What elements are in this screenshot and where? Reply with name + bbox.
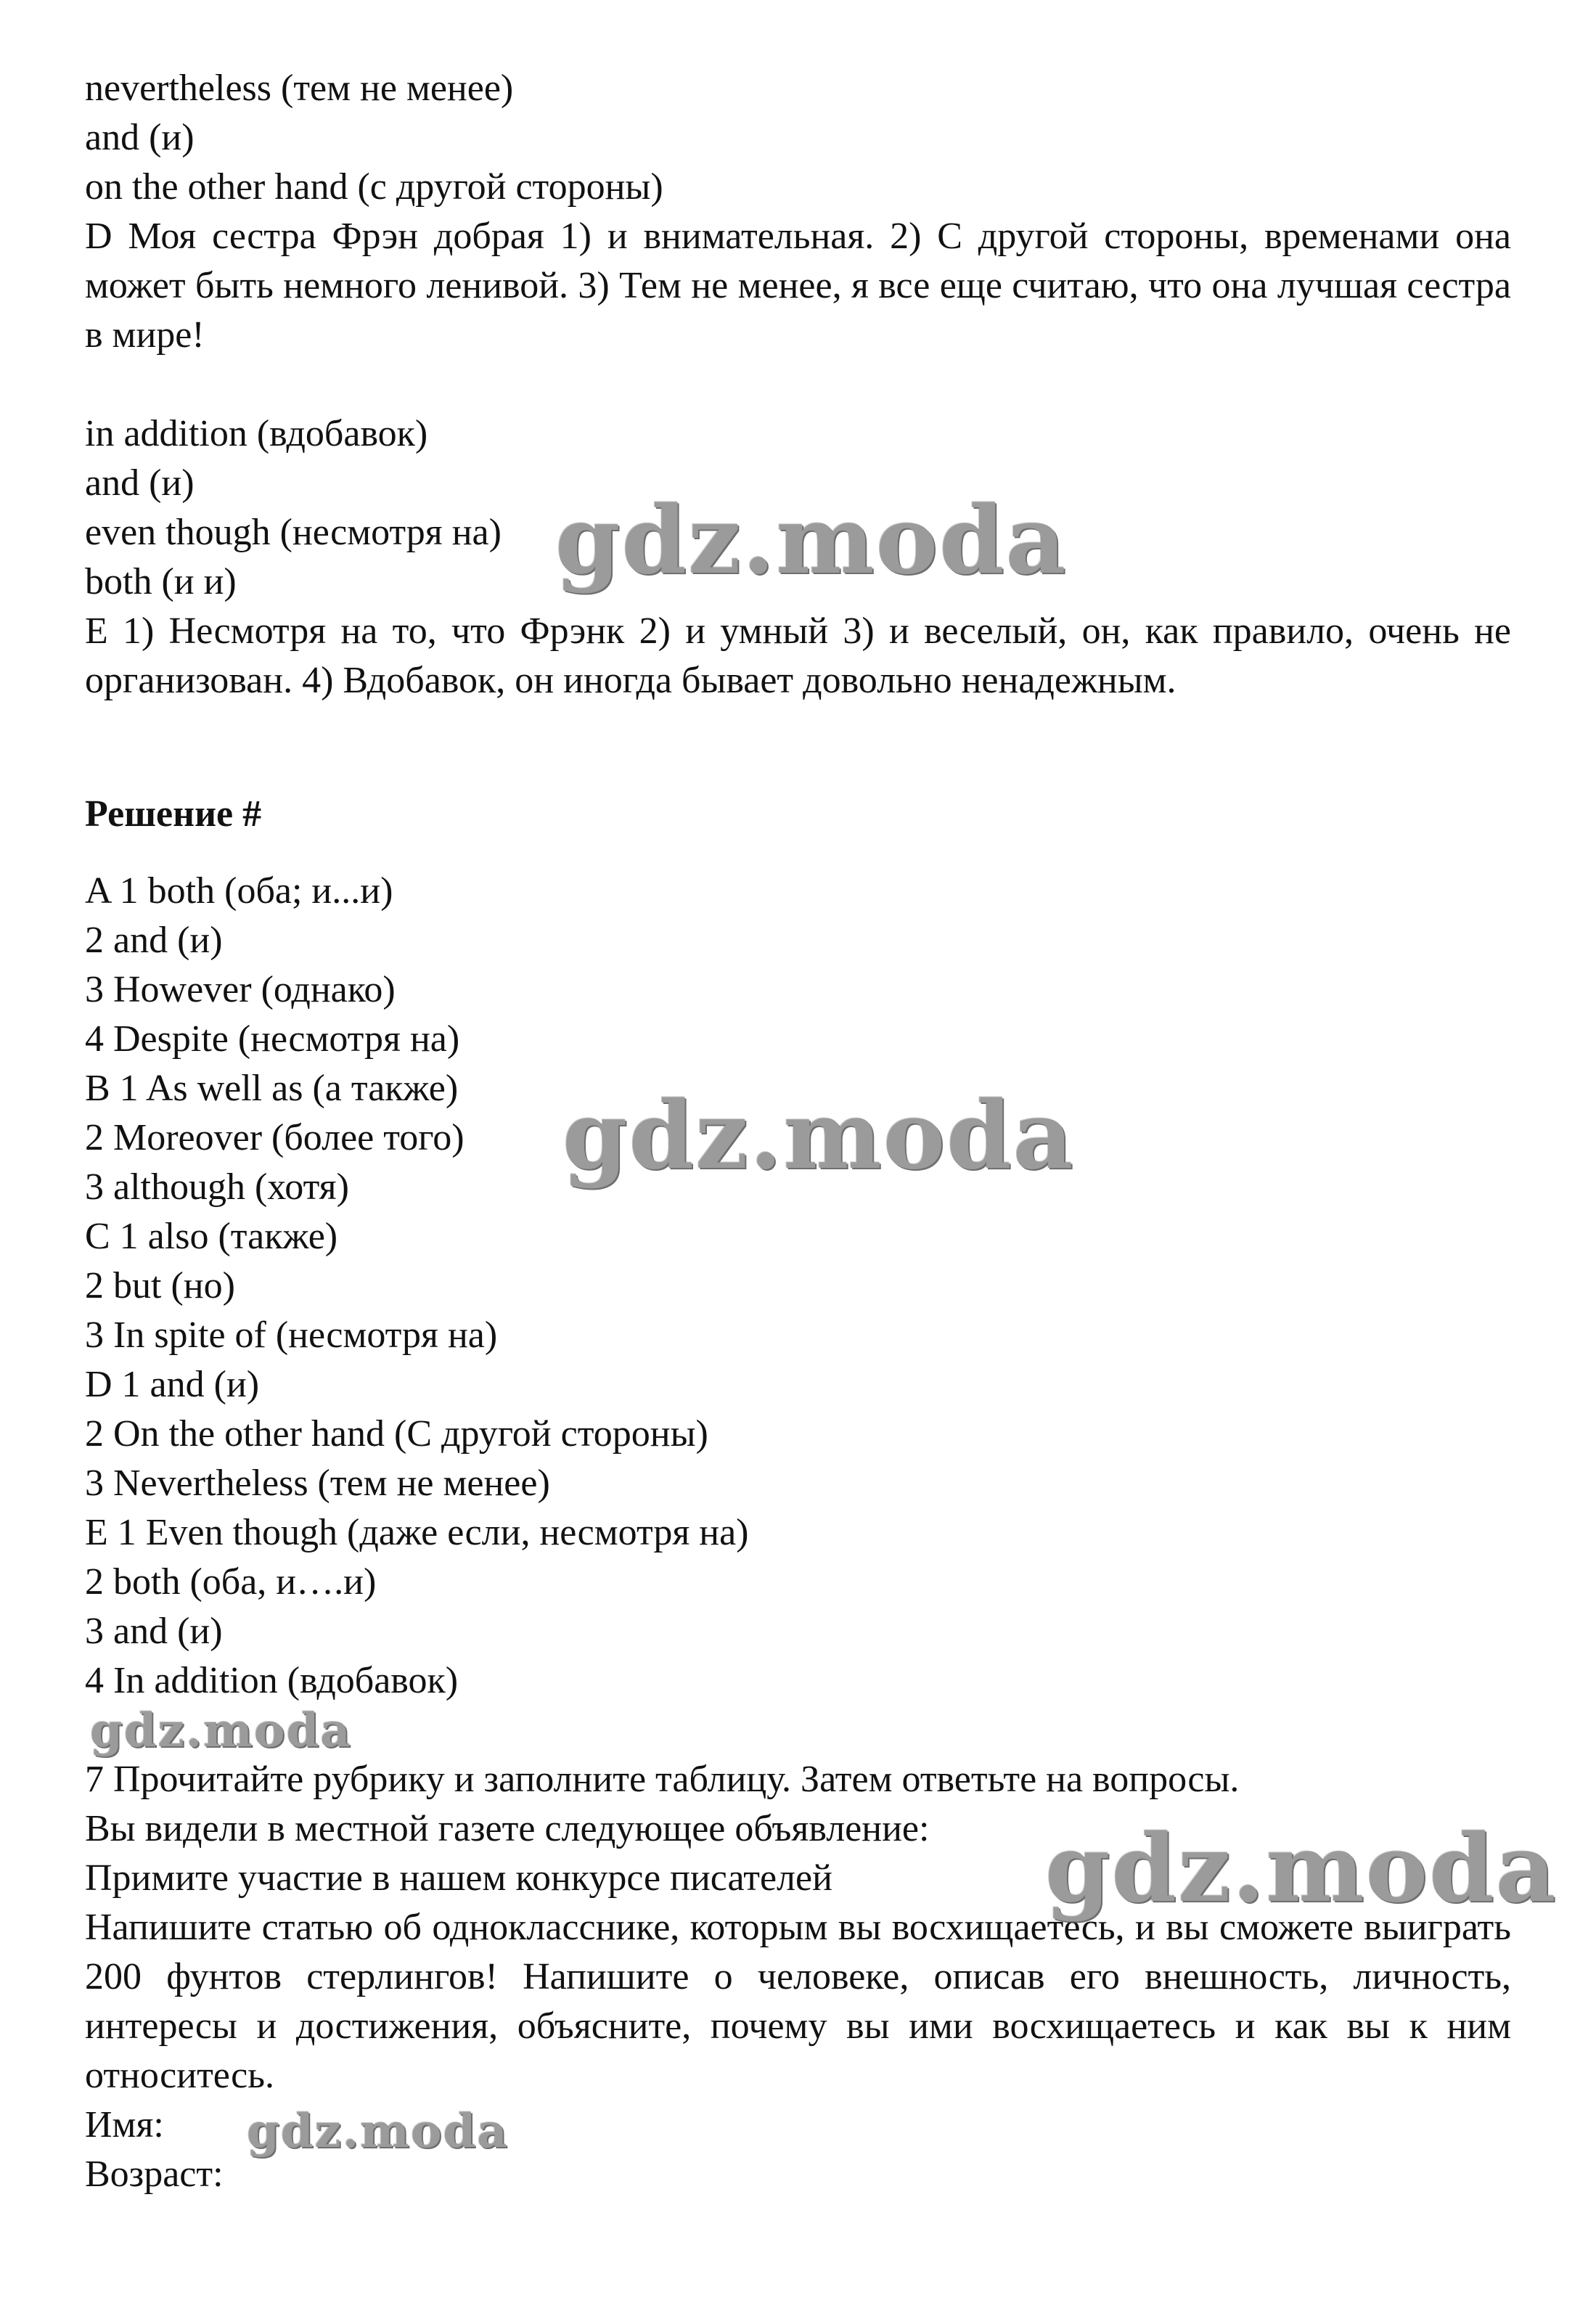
watermark-logo: gdz.moda bbox=[90, 1703, 352, 1758]
watermark-logo: gdz.moda bbox=[562, 1081, 1075, 1190]
task7-title: 7 Прочитайте рубрику и заполните таблицу. Затем ответьте на вопросы. bbox=[85, 1759, 1240, 1800]
answer-line: 2 Moreover (более того) bbox=[85, 1117, 465, 1158]
name-label: Имя: bbox=[85, 2104, 164, 2145]
age-label: Возраст: bbox=[85, 2153, 224, 2195]
answer-line: 3 However (однако) bbox=[85, 969, 396, 1010]
text-line: both (и и) bbox=[85, 561, 237, 602]
text-line: and (и) bbox=[85, 462, 195, 504]
answer-line: 2 but (но) bbox=[85, 1265, 235, 1306]
answer-line: D 1 and (и) bbox=[85, 1364, 260, 1405]
task7-contest: Примите участие в нашем конкурсе писателей bbox=[85, 1857, 832, 1899]
text-line: and (и) bbox=[85, 117, 195, 158]
watermark-logo: gdz.moda bbox=[247, 2104, 509, 2159]
spacer bbox=[85, 360, 1511, 409]
spacer bbox=[85, 705, 1511, 790]
answer-line: A 1 both (оба; и...и) bbox=[85, 870, 393, 912]
answer-line: E 1 Even though (даже если, несмотря на) bbox=[85, 1512, 749, 1553]
answer-line: 3 and (и) bbox=[85, 1611, 223, 1652]
task7-body: Напишите статью об однокласснике, которым вы восхищаетесь, и вы сможете выиграть 200 фунтов стерлингов! Напишите о человеке, описав его внешность, личность, интересы и достижения, объясните, почему вы ими восхищаетесь и как вы к ним относитесь. bbox=[85, 1907, 1511, 2096]
answer-line: 4 In addition (вдобавок) bbox=[85, 1660, 459, 1701]
paragraph-e: E 1) Несмотря на то, что Фрэнк 2) и умный 3) и веселый, он, как правило, очень не организован. 4) Вдобавок, он иногда бывает довольно ненадежным. bbox=[85, 610, 1511, 701]
text-line: on the other hand (с другой стороны) bbox=[85, 166, 663, 208]
solution-heading: Решение # bbox=[85, 793, 262, 835]
answer-line: 2 and (и) bbox=[85, 920, 223, 961]
answer-line: 2 both (оба, и….и) bbox=[85, 1561, 377, 1603]
answer-line: C 1 also (также) bbox=[85, 1216, 338, 1257]
task7-intro: Вы видели в местной газете следующее объявление: bbox=[85, 1808, 930, 1849]
answer-line: 3 although (хотя) bbox=[85, 1166, 349, 1208]
answer-line: 3 Nevertheless (тем не менее) bbox=[85, 1463, 550, 1504]
watermark-logo: gdz.moda bbox=[1045, 1815, 1558, 1923]
answer-line: 2 On the other hand (С другой стороны) bbox=[85, 1413, 708, 1455]
watermark-logo: gdz.moda bbox=[555, 486, 1068, 595]
answer-line: 3 In spite of (несмотря на) bbox=[85, 1314, 498, 1356]
answer-line: 4 Despite (несмотря на) bbox=[85, 1018, 460, 1060]
text-line: in addition (вдобавок) bbox=[85, 413, 428, 454]
text-line: nevertheless (тем не менее) bbox=[85, 68, 514, 109]
answer-line: B 1 As well as (а также) bbox=[85, 1068, 459, 1109]
spacer bbox=[85, 839, 1511, 867]
paragraph-d: D Моя сестра Фрэн добрая 1) и внимательная. 2) С другой стороны, временами она может быть немного ленивой. 3) Тем не менее, я все еще считаю, что она лучшая сестра в мире! bbox=[85, 216, 1511, 356]
text-line: even though (несмотря на) bbox=[85, 512, 502, 553]
